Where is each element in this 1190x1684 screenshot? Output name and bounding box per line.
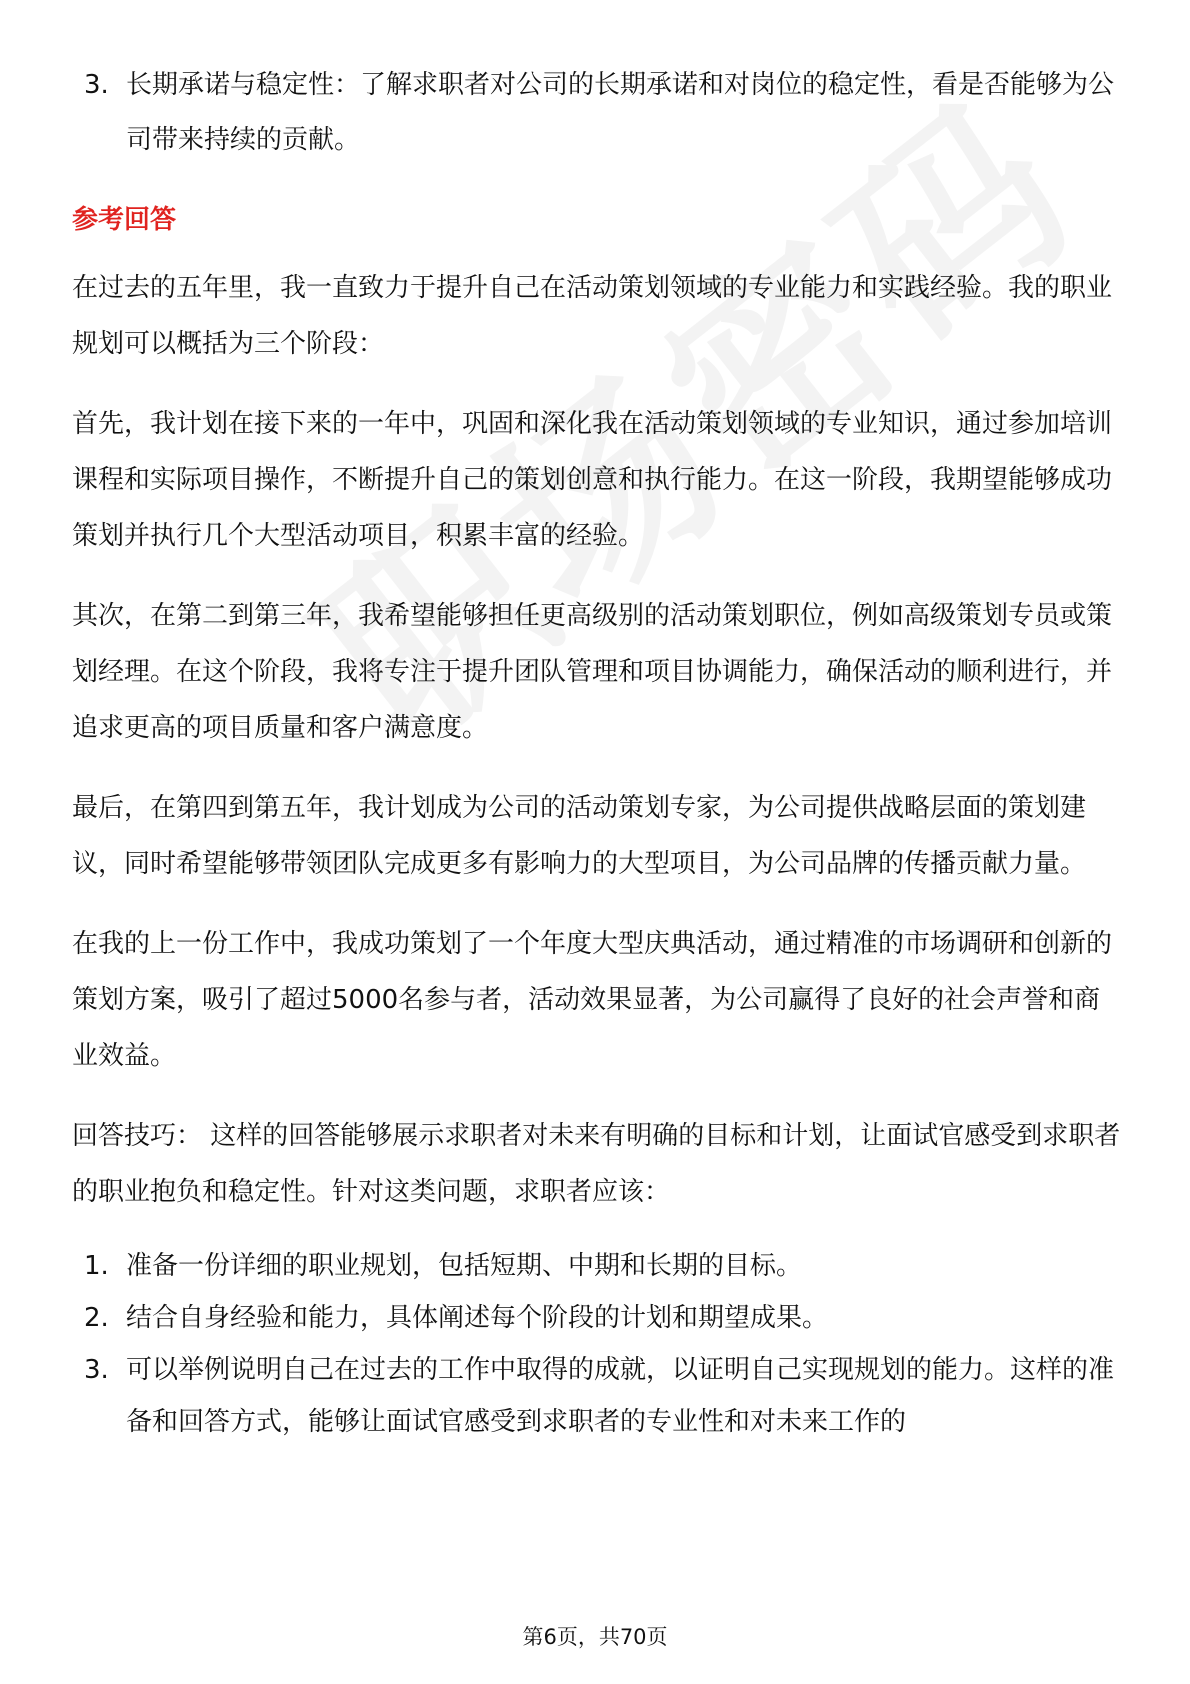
list-item	[72, 58, 1122, 168]
page-footer: 第6页，共70页	[522, 1625, 668, 1649]
list-text: 长期承诺与稳定性：了解求职者对公司的长期承诺和对岗位的稳定性，看是否能够为公司带来持续的贡献。	[126, 70, 1115, 155]
criteria-list	[72, 58, 1122, 168]
tips-list	[72, 1240, 1122, 1448]
paragraph-first: 首先，我计划在接下来的一年中，巩固和深化我在活动策划领域的专业知识，通过参加培训课程和实际项目操作，不断提升自己的策划创意和执行能力。在这一阶段，我期望能够成功策划并执行几个大型活动项目，积累丰富的经验。	[72, 409, 1113, 551]
list-number: 3.	[84, 1355, 109, 1385]
section-title: 参考回答	[72, 205, 177, 235]
list-item	[72, 1344, 1122, 1448]
list-number: 3.	[84, 70, 109, 100]
paragraph-tips: 回答技巧： 这样的回答能够展示求职者对未来有明确的目标和计划，让面试官感受到求职者的职业抱负和稳定性。针对这类问题，求职者应该：	[72, 1121, 1121, 1207]
paragraph-intro: 在过去的五年里，我一直致力于提升自己在活动策划领域的专业能力和实践经验。我的职业规划可以概括为三个阶段：	[72, 273, 1113, 359]
page-content	[72, 58, 1122, 1448]
list-text: 可以举例说明自己在过去的工作中取得的成就，以证明自己实现规划的能力。这样的准备和回答方式，能够让面试官感受到求职者的专业性和对未来工作的	[126, 1355, 1115, 1437]
list-item	[72, 1240, 1122, 1292]
paragraph-second: 其次，在第二到第三年，我希望能够担任更高级别的活动策划职位，例如高级策划专员或策划经理。在这个阶段，我将专注于提升团队管理和项目协调能力，确保活动的顺利进行，并追求更高的项目质量和客户满意度。	[72, 601, 1113, 743]
paragraph-example: 在我的上一份工作中，我成功策划了一个年度大型庆典活动，通过精准的市场调研和创新的策划方案，吸引了超过5000名参与者，活动效果显著，为公司赢得了良好的社会声誉和商业效益。	[72, 929, 1113, 1071]
list-item	[72, 1292, 1122, 1344]
list-number: 2.	[84, 1303, 109, 1333]
list-text: 准备一份详细的职业规划，包括短期、中期和长期的目标。	[126, 1251, 803, 1281]
list-text: 结合自身经验和能力，具体阐述每个阶段的计划和期望成果。	[126, 1303, 829, 1333]
paragraph-last: 最后，在第四到第五年，我计划成为公司的活动策划专家，为公司提供战略层面的策划建议，同时希望能够带领团队完成更多有影响力的大型项目，为公司品牌的传播贡献力量。	[72, 793, 1087, 879]
list-number: 1.	[84, 1251, 109, 1281]
